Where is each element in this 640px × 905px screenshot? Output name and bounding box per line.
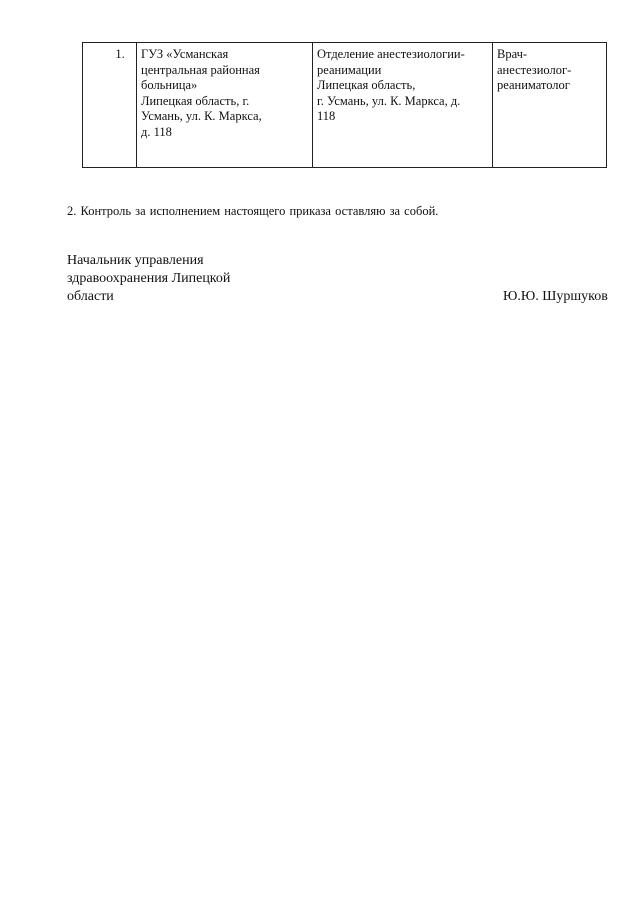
signatory-title-line: здравоохранения Липецкой bbox=[67, 271, 231, 286]
department-line: реанимации bbox=[317, 62, 382, 77]
row-number-cell bbox=[83, 43, 137, 168]
position-cell bbox=[493, 43, 607, 168]
organization-line: центральная районная bbox=[141, 62, 260, 77]
signatory-name: Ю.Ю. Шуршуков bbox=[503, 289, 608, 304]
department-line: г. Усмань, ул. К. Маркса, д. bbox=[317, 93, 461, 108]
signatory-title-line: области bbox=[67, 289, 114, 304]
position-line: Врач- bbox=[497, 47, 528, 61]
position-line: анестезиолог- bbox=[497, 62, 572, 77]
order-item-2: 2. Контроль за исполнением настоящего приказа оставляю за собой. bbox=[67, 204, 439, 218]
row-number: 1. bbox=[115, 47, 125, 61]
staff-table bbox=[82, 42, 607, 168]
department-line: Липецкая область, bbox=[317, 78, 416, 92]
organization-line: Усмань, ул. К. Маркса, bbox=[141, 109, 262, 123]
department-line: 118 bbox=[317, 109, 336, 123]
department-cell bbox=[313, 43, 493, 168]
department-line: Отделение анестезиологии- bbox=[317, 47, 465, 61]
signatory-title bbox=[67, 252, 230, 306]
organization-line: Липецкая область, г. bbox=[141, 93, 250, 108]
table-row bbox=[83, 43, 607, 168]
organization-line: д. 118 bbox=[141, 124, 172, 139]
organization-line: ГУЗ «Усманская bbox=[141, 47, 229, 61]
position-line: реаниматолог bbox=[497, 78, 570, 92]
organization-cell bbox=[137, 43, 313, 168]
organization-line: больница» bbox=[141, 78, 198, 92]
signatory-title-line: Начальник управления bbox=[67, 253, 204, 268]
